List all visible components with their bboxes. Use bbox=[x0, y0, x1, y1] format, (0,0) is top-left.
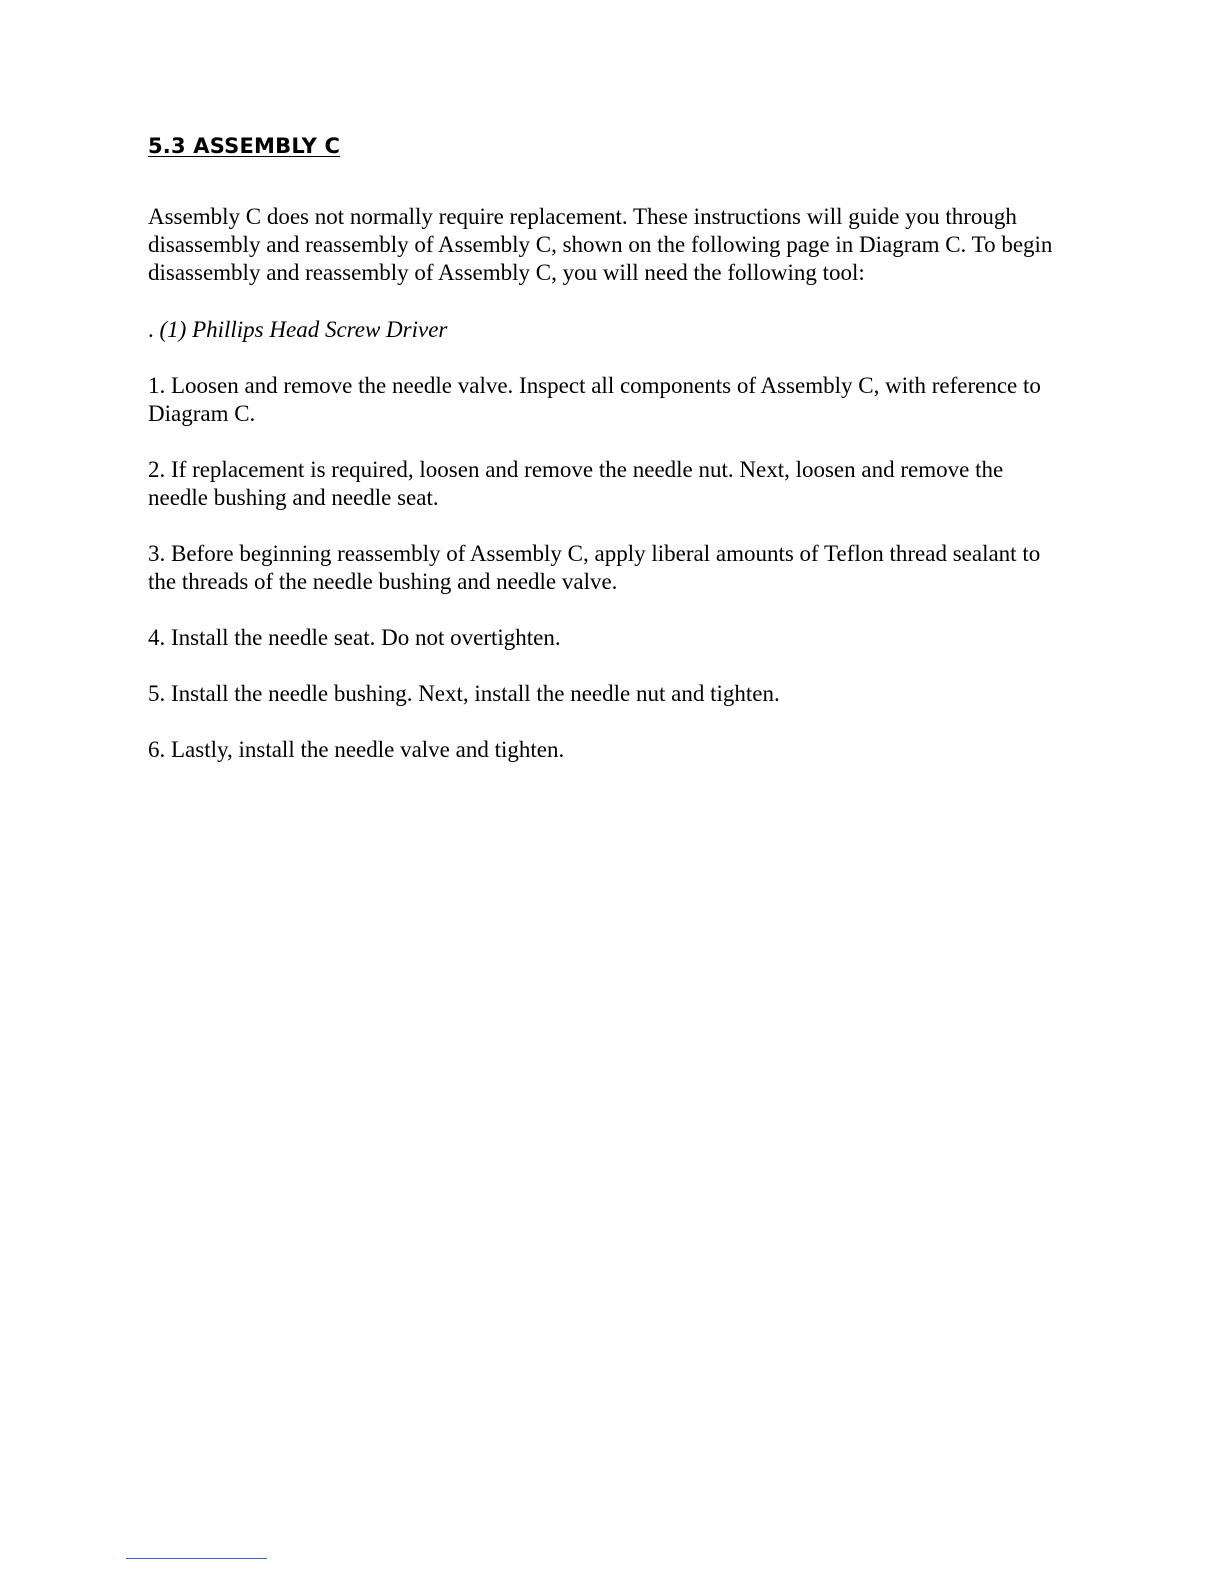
step-3: 3. Before beginning reassembly of Assembly C, apply liberal amounts of Teflon thread sealant to the threads of the needle bushing and needle valve. bbox=[148, 541, 1041, 594]
tool-list-item bbox=[148, 316, 1058, 344]
section-heading: 5.3 ASSEMBLY C bbox=[148, 134, 341, 158]
tool-name: (1) Phillips Head Screw Driver bbox=[159, 317, 448, 342]
step-1: 1. Loosen and remove the needle valve. Inspect all components of Assembly C, with reference to Diagram C. bbox=[148, 373, 1041, 426]
footnote-divider bbox=[126, 1558, 267, 1559]
intro-paragraph: Assembly C does not normally require replacement. These instructions will guide you through disassembly and reassembly of Assembly C, shown on the following page in Diagram C. To begin disassembly and reassembly of Assembly C, you will need the following tool: bbox=[148, 204, 1053, 285]
tool-bullet: . bbox=[148, 317, 154, 342]
step-6: 6. Lastly, install the needle valve and tighten. bbox=[148, 737, 565, 762]
step-4: 4. Install the needle seat. Do not overtighten. bbox=[148, 625, 561, 650]
step-5: 5. Install the needle bushing. Next, install the needle nut and tighten. bbox=[148, 681, 780, 706]
step-2: 2. If replacement is required, loosen and remove the needle nut. Next, loosen and remove the needle bushing and needle seat. bbox=[148, 457, 1004, 510]
